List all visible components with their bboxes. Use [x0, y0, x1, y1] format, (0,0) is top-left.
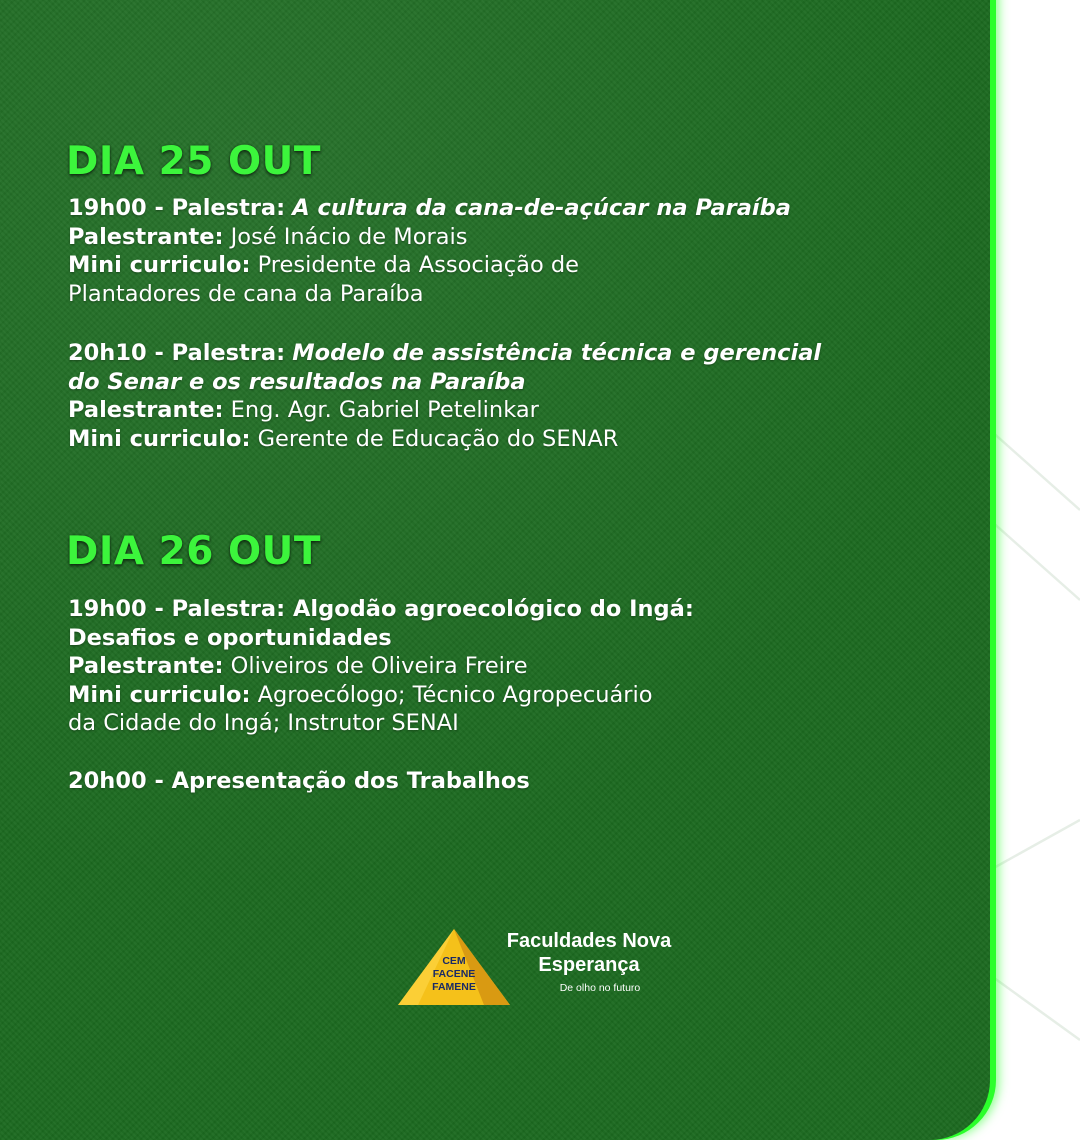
event-26-2	[68, 767, 530, 796]
event-title-line: 20h10 - Palestra: Modelo de assistência técnica e gerencial	[68, 340, 822, 366]
speaker-line: Palestrante: Eng. Agr. Gabriel Petelinkar	[68, 397, 539, 423]
event-title-line: 19h00 - Palestra: A cultura da cana-de-açúcar na Paraíba	[68, 195, 791, 221]
event-26-1	[68, 595, 694, 738]
event-title-line: Desafios e oportunidades	[68, 624, 392, 651]
event-25-1	[68, 194, 791, 308]
day-heading-25: DIA 25 OUT	[66, 139, 321, 184]
pyramid-text-facene: FACENE	[432, 968, 476, 980]
cv-line: Mini curriculo: Presidente da Associação de	[68, 252, 579, 278]
logo-name: Faculdades Nova Esperança	[506, 930, 672, 976]
pyramid-text-cem: CEM	[442, 955, 466, 967]
faculty-logo	[398, 925, 688, 1010]
cv-line: Plantadores de cana da Paraíba	[68, 280, 424, 307]
day-heading-26: DIA 26 OUT	[66, 529, 321, 574]
cv-line: Mini curriculo: Agroecólogo; Técnico Agropecuário	[68, 681, 653, 708]
event-title-line: do Senar e os resultados na Paraíba	[68, 368, 526, 395]
speaker-line: Palestrante: José Inácio de Morais	[68, 223, 468, 250]
logo-tagline: De olho no futuro	[559, 982, 641, 994]
event-25-2	[68, 339, 821, 453]
cv-line: Mini curriculo: Gerente de Educação do SENAR	[68, 425, 619, 452]
event-title-line: 19h00 - Palestra: Algodão agroecológico do Ingá:	[68, 596, 694, 622]
event-title-line: 20h00 - Apresentação dos Trabalhos	[68, 768, 530, 794]
speaker-line: Palestrante: Oliveiros de Oliveira Freire	[68, 653, 528, 679]
pyramid-text-famene: FAMENE	[432, 981, 476, 993]
cv-line: da Cidade do Ingá; Instrutor SENAI	[68, 710, 459, 736]
